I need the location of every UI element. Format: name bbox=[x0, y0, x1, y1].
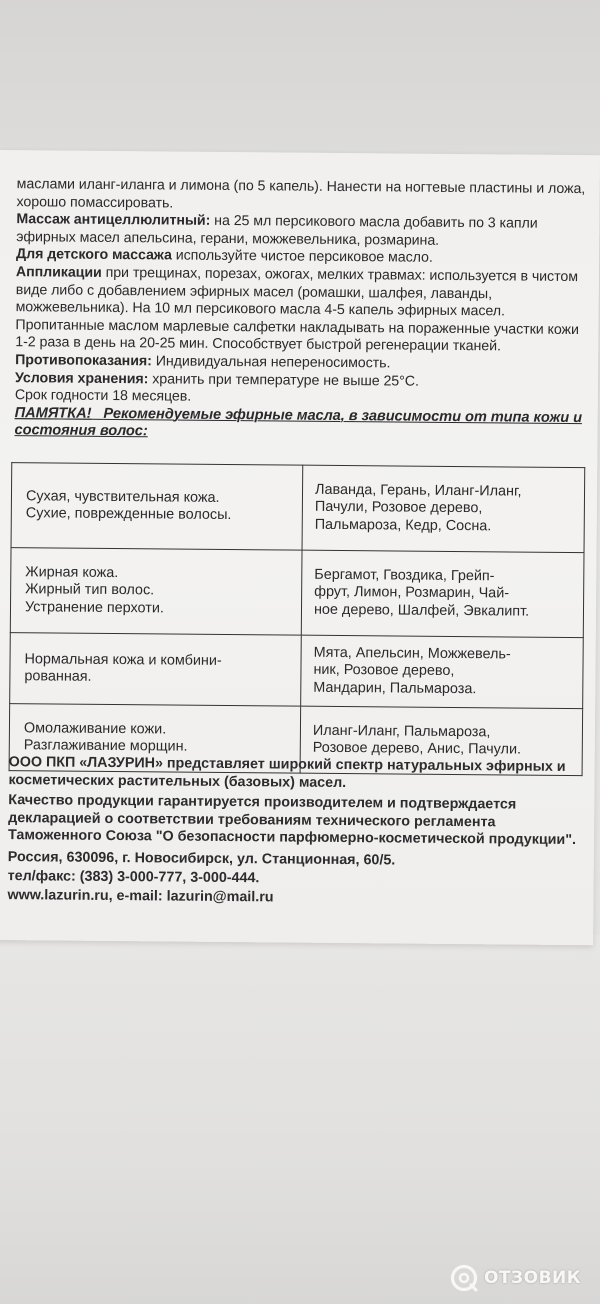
condition-line: рованная. bbox=[24, 668, 92, 685]
memo-heading bbox=[14, 405, 584, 444]
table-row bbox=[10, 633, 584, 709]
table-row bbox=[10, 548, 584, 638]
phone: тел/факс: (383) 3-000-777, 3-000-444. bbox=[7, 868, 260, 887]
condition-line: Сухая, чувствительная кожа. bbox=[25, 487, 220, 506]
table-row bbox=[11, 463, 585, 553]
massage-text: на 25 мл персикового масла добавить по 3 капли эфирных масел апельсина, герани, можжевельника, розмарина. bbox=[16, 213, 538, 249]
manufacturer-info bbox=[7, 754, 580, 910]
condition-line: Омолаживание кожи. bbox=[23, 719, 167, 737]
condition-line: Жирная кожа. bbox=[25, 563, 119, 581]
child-label: Для детского массажа bbox=[16, 246, 172, 264]
condition-line: Устранение перхоти. bbox=[24, 598, 164, 617]
paragraph-nails: маслами иланг-иланга и лимона (по 5 капель). Нанести на ногтевые пластины и ложа, хорошо помассировать. bbox=[16, 176, 586, 212]
quality-statement: Качество продукции гарантируется производителем и подтверждается декларацией о соответствии требованиям технического регламента Таможенного Союза "О безопасности парфюмерно-косметической продукции". bbox=[7, 792, 577, 849]
paragraph-applications bbox=[15, 264, 586, 357]
applications-text: при трещинах, порезах, ожогах, мелких травмах: используется в чистом виде либо с добавлением эфирных масел (ромашки, шалфея, лаванды, можжевельника). На 10 мл персикового масла 4-5 капель эфирных масел. Пропитанные маслом марлевые салфетки накладывать на пораженные участки кожи 1-2 раза в день на 20-25 мин. Способствует быстрой регенерации тканей. bbox=[15, 264, 579, 355]
essential-oils-table bbox=[9, 462, 586, 776]
condition-cell bbox=[10, 633, 302, 707]
condition-line: Жирный тип волос. bbox=[25, 581, 155, 599]
otzovik-logo-icon bbox=[450, 1264, 478, 1292]
storage-label: Условия хранения: bbox=[14, 369, 149, 387]
oils-cell bbox=[301, 550, 584, 637]
contraindications-text: Индивидуальная непереносимость. bbox=[155, 353, 391, 372]
oils-line: фрут, Лимон, Розмарин, Чай- bbox=[314, 584, 510, 602]
web-contacts: www.lazurin.ru, e-mail: lazurin@mail.ru bbox=[7, 887, 274, 906]
contact-block bbox=[7, 848, 579, 910]
oils-line: ник, Розовое дерево, bbox=[313, 662, 455, 680]
child-text: используйте чистое персиковое масло. bbox=[175, 247, 433, 267]
oils-line: Пачули, Розовое дерево, bbox=[314, 499, 483, 517]
condition-line: Разглаживание морщин. bbox=[23, 737, 188, 755]
instructions-text bbox=[14, 176, 586, 444]
oils-line: Бергамот, Гвоздика, Грейп- bbox=[314, 566, 495, 585]
condition-cell bbox=[11, 463, 303, 551]
oils-line: Пальмароза, Кедр, Сосна. bbox=[314, 516, 492, 535]
memo-text: Рекомендуемые эфирные масла, в зависимости от типа кожи и состояния волос: bbox=[14, 405, 583, 440]
oils-line: Иланг-Иланг, Пальмароза, bbox=[312, 722, 491, 740]
contraindications-label: Противопоказания: bbox=[15, 352, 152, 370]
condition-cell bbox=[10, 548, 302, 636]
oils-cell bbox=[302, 465, 585, 552]
table-surface bbox=[0, 935, 600, 1304]
massage-label: Массаж антицеллюлитный: bbox=[16, 211, 211, 230]
otzovik-watermark bbox=[450, 1261, 600, 1295]
applications-label: Аппликации bbox=[15, 264, 102, 281]
company-statement: ООО ПКП «ЛАЗУРИН» представляет широкий спектр натуральных эфирных и косметических растительных (базовых) масел. bbox=[8, 754, 566, 791]
oils-line: Мандарин, Пальмароза. bbox=[313, 679, 477, 697]
storage-text: хранить при температуре не выше 25°С. bbox=[152, 370, 419, 390]
shelf-life: Срок годности 18 месяцев. bbox=[14, 387, 192, 405]
oils-line: Лаванда, Герань, Иланг-Иланг, bbox=[314, 481, 522, 500]
watermark-text: ОТЗОВИК bbox=[484, 1268, 582, 1288]
oils-line: Розовое дерево, Анис, Пачули. bbox=[312, 739, 522, 758]
oils-line: Мята, Апельсин, Можжевель- bbox=[313, 644, 511, 663]
instruction-leaflet bbox=[0, 150, 600, 945]
paragraph-massage bbox=[16, 211, 586, 251]
oils-cell bbox=[301, 635, 584, 708]
memo-title: ПАМЯТКА! bbox=[14, 404, 92, 422]
condition-line: Сухие, поврежденные волосы. bbox=[25, 505, 232, 524]
oils-line: ное дерево, Шалфей, Эвкалипт. bbox=[313, 601, 530, 620]
condition-line: Нормальная кожа и комбини- bbox=[24, 650, 222, 669]
address: Россия, 630096, г. Новосибирск, ул. Станционная, 60/5. bbox=[7, 849, 396, 869]
